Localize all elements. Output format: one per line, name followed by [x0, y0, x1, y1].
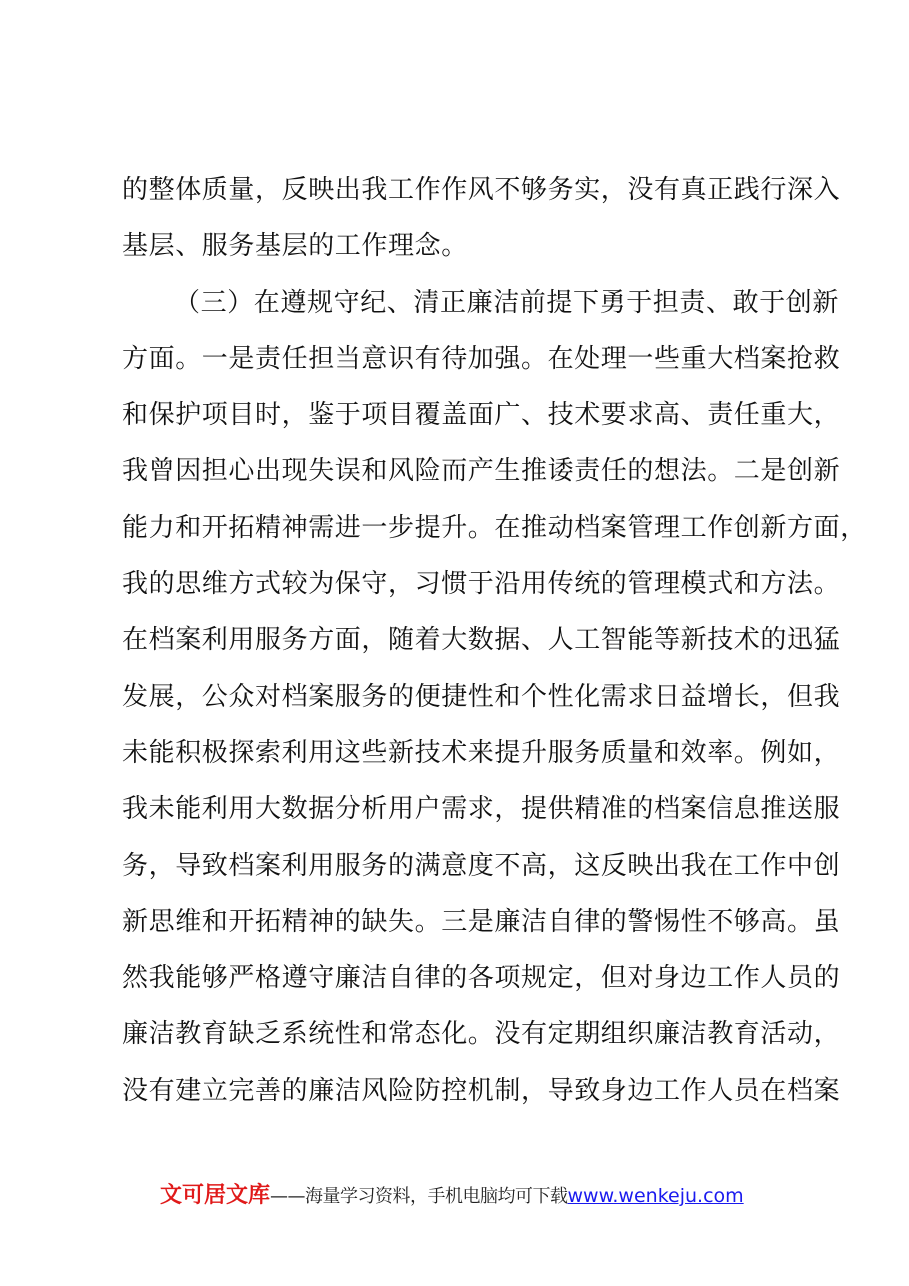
footer-banner — [160, 1180, 800, 1212]
body-line: 和保护项目时，鉴于项目覆盖面广、技术要求高、责任重大， — [122, 400, 841, 431]
body-line: 能力和开拓精神需进一步提升。在推动档案管理工作创新方面， — [122, 512, 867, 543]
body-line: 我曾因担心出现失误和风险而产生推诿责任的想法。二是创新 — [122, 456, 841, 487]
body-line: 然我能够严格遵守廉洁自律的各项规定，但对身边工作人员的 — [122, 963, 841, 994]
body-line: 的整体质量，反映出我工作作风不够务实，没有真正践行深入 — [122, 175, 841, 205]
section-heading-line: （三）在遵规守纪、清正廉洁前提下勇于担责、敢于创新 — [174, 287, 840, 318]
body-line: 发展，公众对档案服务的便捷性和个性化需求日益增长，但我 — [122, 681, 841, 712]
body-line: 新思维和开拓精神的缺失。三是廉洁自律的警惕性不够高。虽 — [122, 906, 841, 937]
body-line: 廉洁教育缺乏系统性和常态化。没有定期组织廉洁教育活动， — [122, 1019, 841, 1050]
body-line: 方面。一是责任担当意识有待加强。在处理一些重大档案抢救 — [122, 343, 841, 374]
body-line: 我未能利用大数据分析用户需求，提供精准的档案信息推送服 — [122, 794, 841, 825]
body-line: 没有建立完善的廉洁风险防控机制，导致身边工作人员在档案 — [122, 1075, 841, 1106]
body-line: 务，导致档案利用服务的满意度不高，这反映出我在工作中创 — [122, 850, 841, 881]
footer-brand: 文可居文库 — [160, 1183, 271, 1208]
body-line: 在档案利用服务方面，随着大数据、人工智能等新技术的迅猛 — [122, 625, 841, 656]
document-body — [122, 162, 867, 1119]
body-line: 我的思维方式较为保守，习惯于沿用传统的管理模式和方法。 — [122, 569, 841, 600]
body-line: 未能积极探索利用这些新技术来提升服务质量和效率。例如， — [122, 737, 841, 768]
footer-website-link[interactable]: www.wenkeju.com — [567, 1185, 744, 1207]
body-line: 基层、服务基层的工作理念。 — [122, 231, 468, 262]
footer-tagline: ——海量学习资料，手机电脑均可下载 — [270, 1186, 568, 1207]
